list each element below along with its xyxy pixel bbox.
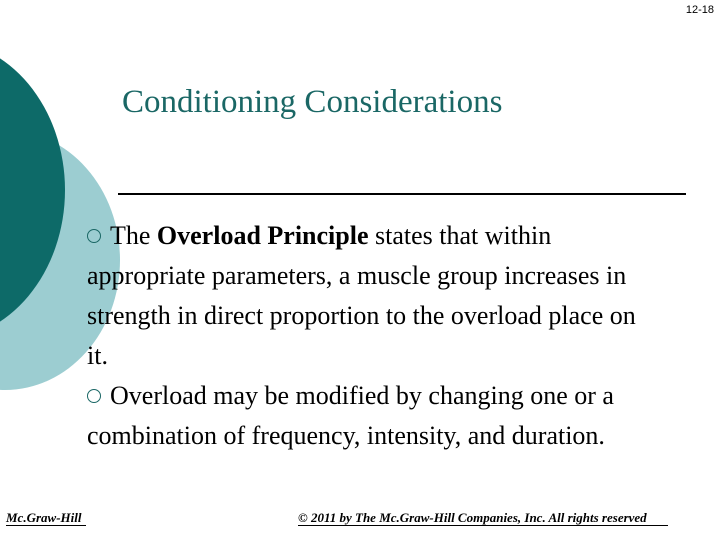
bullet-item-overload-principle xyxy=(87,216,647,376)
bullet-rest: states that within appropriate parameters, a muscle group increases in strength in direct proportion to the overload place on it. xyxy=(87,221,636,370)
title-underline xyxy=(118,193,686,195)
bullet-lead: The xyxy=(110,221,157,250)
bullet-emphasis: Overload Principle xyxy=(156,221,369,250)
bullet-ring-icon xyxy=(87,229,101,243)
footer-copyright-underline xyxy=(298,525,668,526)
slide-number: 12-18 xyxy=(685,4,714,16)
bullet-ring-icon xyxy=(87,389,101,403)
footer-copyright: © 2011 by The Mc.Graw-Hill Companies, Inc. All rights reserved xyxy=(298,510,647,525)
footer-publisher-underline xyxy=(6,525,86,526)
slide-title: Conditioning Considerations xyxy=(122,84,503,120)
bullet-item-overload-modification xyxy=(87,376,647,456)
footer-publisher: Mc.Graw-Hill xyxy=(6,510,82,525)
slide-body xyxy=(87,216,647,456)
bullet-text: Overload may be modified by changing one or a combination of frequency, intensity, and duration. xyxy=(87,381,614,450)
